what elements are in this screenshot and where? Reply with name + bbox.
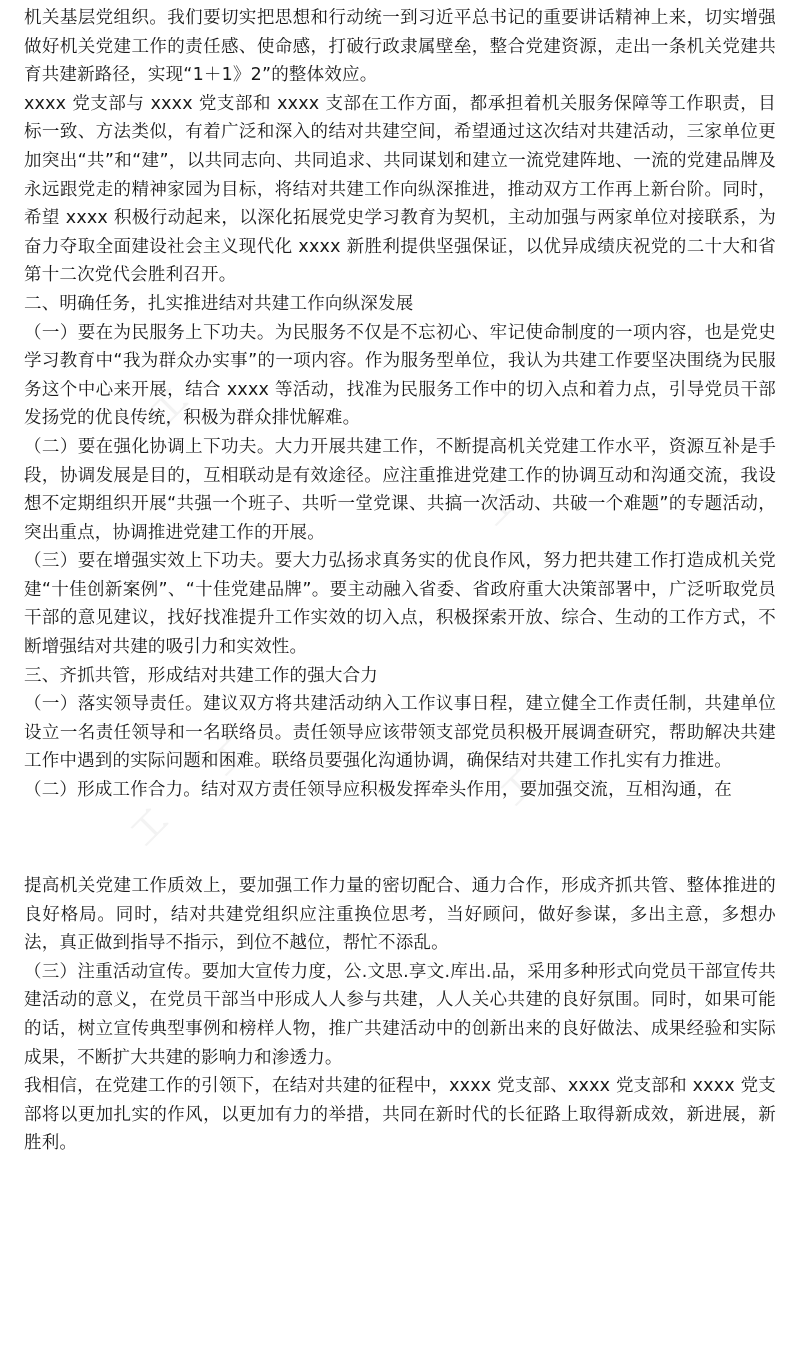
paragraph-3-1: （一）落实领导责任。建议双方将共建活动纳入工作议事日程，建立健全工作责任制，共建单位设立一名责任领导和一名联络员。责任领导应该带领支部党员积极开展调查研究，帮助解决共建工作中遇到的实际问题和困难。联络员要强化沟通协调，确保结对共建工作扎实有力推进。	[24, 694, 776, 772]
paragraph-2-3: （三）要在增强实效上下功夫。要大力弘扬求真务实的优良作风，努力把共建工作打造成机关党建“十佳创新案例”、“十佳党建品牌”。要主动融入省委、省政府重大决策部署中，广泛听取党员干部的意见建议，找好找准提升工作实效的切入点，积极探索开放、综合、生动的工作方式，不断增强结对共建的吸引力和实效性。	[24, 551, 776, 658]
document-body-top	[24, 4, 776, 805]
paragraph-intro-continued: 机关基层党组织。我们要切实把思想和行动统一到习近平总书记的重要讲话精神上来，切实增强做好机关党建工作的责任感、使命感，打破行政隶属壁垒，整合党建资源，走出一条机关党建共育共建新路径，实现“1＋1》2”的整体效应。	[24, 8, 776, 86]
paragraph-2-1: （一）要在为民服务上下功夫。为民服务不仅是不忘初心、牢记使命制度的一项内容，也是党史学习教育中“我为群众办实事”的一项内容。作为服务型单位，我认为共建工作要坚决围绕为民服务这个中心来开展，结合 xxxx 等活动，找准为民服务工作中的切入点和着力点，引导党员干部发扬党的优良传统，积极为群众排忧解难。	[24, 322, 776, 429]
document-body-bottom	[24, 872, 776, 1158]
section-heading-3: 三、齐抓共管，形成结对共建工作的强大合力	[24, 665, 378, 686]
paragraph-3-2-continued: 提高机关党建工作质效上，要加强工作力量的密切配合、通力合作，形成齐抓共管、整体推进的良好格局。同时，结对共建党组织应注重换位思考，当好顾问，做好参谋，多出主意，多想办法，真正做到指导不指示，到位不越位，帮忙不添乱。	[24, 876, 776, 954]
paragraph-2-2: （二）要在强化协调上下功夫。大力开展共建工作，不断提高机关党建工作水平，资源互补是手段，协调发展是目的，互相联动是有效途径。应注重推进党建工作的协调互动和沟通交流，我设想不定期组织开展“共强一个班子、共听一堂党课、共搞一次活动、共破一个难题”的专题活动，突出重点，协调推进党建工作的开展。	[24, 436, 776, 543]
paragraph-3-3: （三）注重活动宣传。要加大宣传力度，公.文思.享文.库出.品，采用多种形式向党员干部宣传共建活动的意义，在党员干部当中形成人人参与共建，人人关心共建的良好氛围。同时，如果可能的话，树立宣传典型事例和榜样人物，推广共建活动中的创新出来的良好做法、成果经验和实际成果，不断扩大共建的影响力和渗透力。	[24, 961, 776, 1068]
paragraph-3-2-start: （二）形成工作合力。结对双方责任领导应积极发挥牵头作用，要加强交流，互相沟通，在	[24, 780, 732, 801]
paragraph-conclusion: 我相信，在党建工作的引领下，在结对共建的征程中，xxxx 党支部、xxxx 党支部和 xxxx 党支部将以更加扎实的作风，以更加有力的举措，共同在新时代的长征路上取得新成效，新进展，新胜利。	[24, 1076, 776, 1154]
section-heading-2: 二、明确任务，扎实推进结对共建工作向纵深发展	[24, 293, 414, 314]
paragraph-joint-construction: xxxx 党支部与 xxxx 党支部和 xxxx 支部在工作方面，都承担着机关服务保障等工作职责，目标一致、方法类似，有着广泛和深入的结对共建空间，希望通过这次结对共建活动，三家单位更加突出“共”和“建”，以共同志向、共同追求、共同谋划和建立一流党建阵地、一流的党建品牌及永远跟党走的精神家园为目标，将结对共建工作向纵深推进，推动双方工作再上新台阶。同时，希望 xxxx 积极行动起来，以深化拓展党史学习教育为契机，主动加强与两家单位对接联系，为奋力夺取全面建设社会主义现代化 xxxx 新胜利提供坚强保证，以优异成绩庆祝党的二十大和省第十二次党代会胜利召开。	[24, 93, 776, 286]
